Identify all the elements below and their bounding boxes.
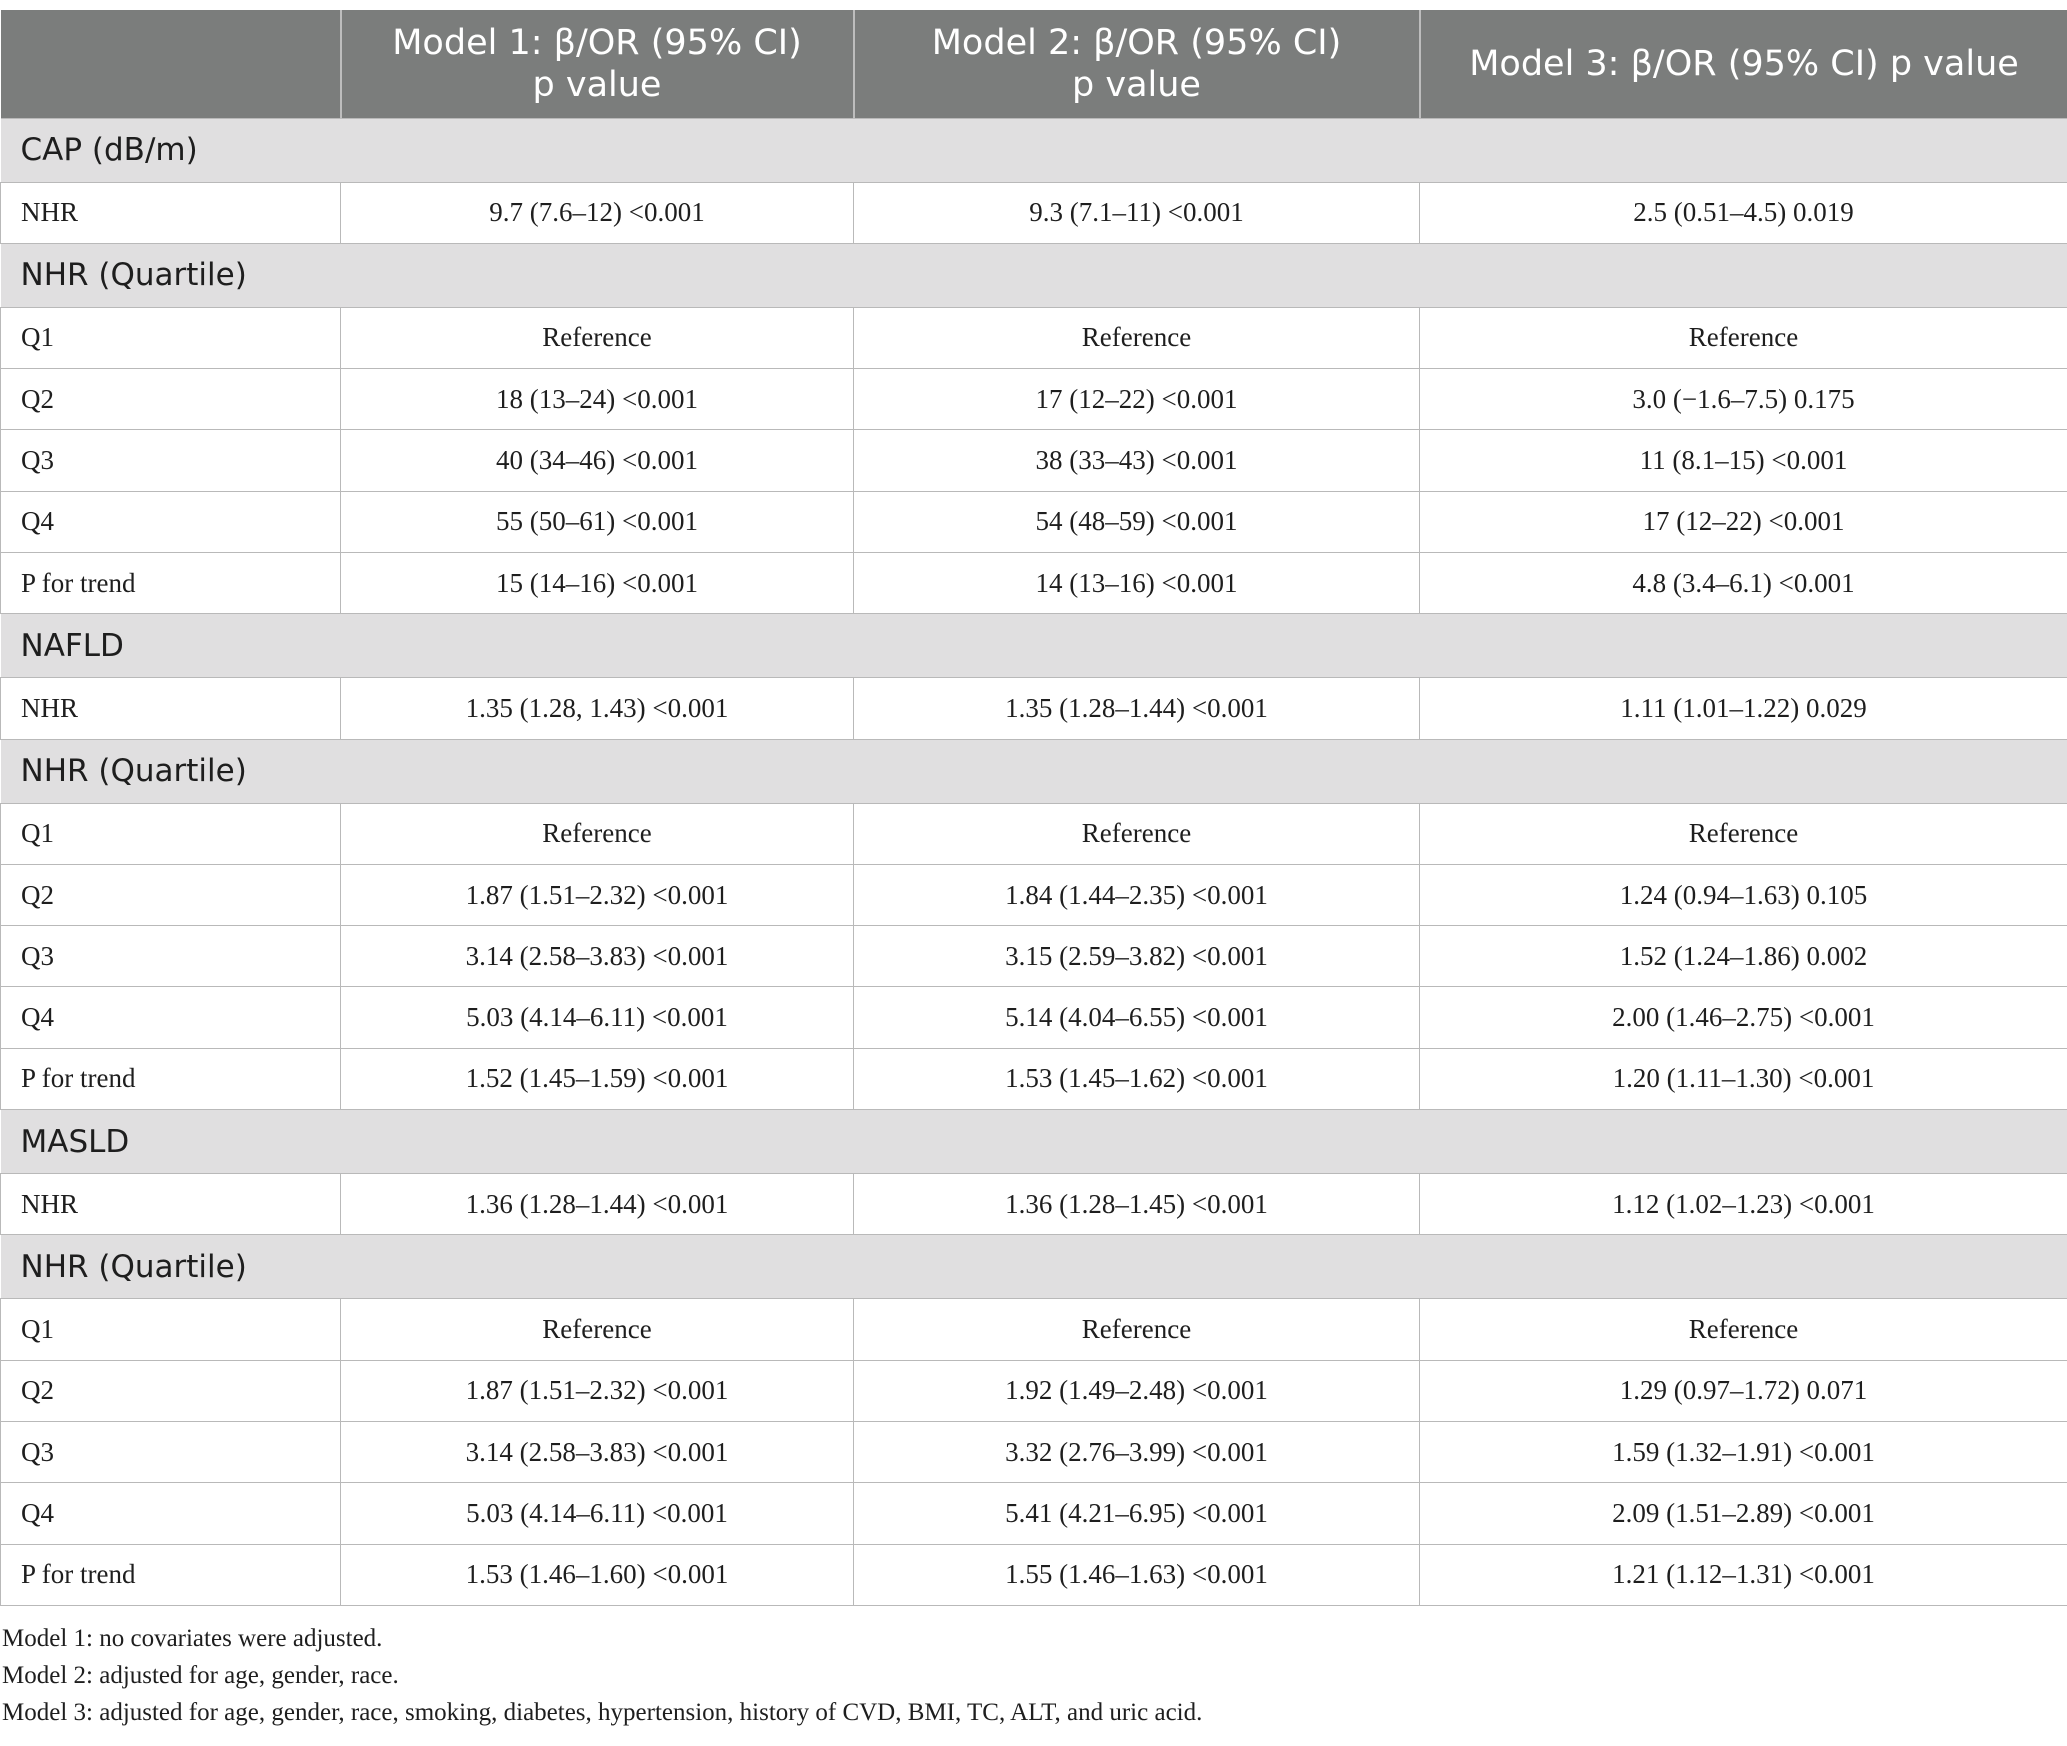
model-2-cell: Reference — [854, 307, 1420, 368]
model-2-cell: 1.84 (1.44–2.35) <0.001 — [854, 864, 1420, 925]
row-label-cell: Q4 — [1, 987, 341, 1048]
table-row — [1, 1421, 2067, 1482]
model-2-cell: 1.53 (1.45–1.62) <0.001 — [854, 1048, 1420, 1109]
table-row — [1, 1360, 2067, 1421]
header-cell-model-1 — [341, 10, 854, 118]
header-cell-model-3 — [1420, 10, 2067, 118]
regression-table — [0, 10, 2067, 1606]
row-label-cell: P for trend — [1, 1048, 341, 1109]
model-1-cell: 1.87 (1.51–2.32) <0.001 — [341, 1360, 854, 1421]
table-row — [1, 1299, 2067, 1360]
model-1-cell: 3.14 (2.58–3.83) <0.001 — [341, 926, 854, 987]
model-2-cell: 3.15 (2.59–3.82) <0.001 — [854, 926, 1420, 987]
model-1-cell: 1.53 (1.46–1.60) <0.001 — [341, 1544, 854, 1605]
header-row — [1, 10, 2067, 118]
table-row — [1, 926, 2067, 987]
model-2-cell: 1.36 (1.28–1.45) <0.001 — [854, 1174, 1420, 1235]
header-model-3-line1: Model 3: β/OR (95% CI) p value — [1469, 43, 2019, 84]
row-label-cell: Q4 — [1, 1483, 341, 1544]
model-1-cell: 5.03 (4.14–6.11) <0.001 — [341, 1483, 854, 1544]
section-title: NHR (Quartile) — [1, 243, 2067, 307]
model-2-cell: 17 (12–22) <0.001 — [854, 369, 1420, 430]
model-3-cell: 11 (8.1–15) <0.001 — [1420, 430, 2067, 491]
model-1-cell: 9.7 (7.6–12) <0.001 — [341, 182, 854, 243]
row-label-cell: P for trend — [1, 552, 341, 613]
model-1-cell: 1.87 (1.51–2.32) <0.001 — [341, 864, 854, 925]
table-row — [1, 307, 2067, 368]
header-model-2-line2: p value — [1072, 64, 1201, 105]
model-3-cell: 2.09 (1.51–2.89) <0.001 — [1420, 1483, 2067, 1544]
model-2-cell: Reference — [854, 803, 1420, 864]
row-label-cell: Q3 — [1, 926, 341, 987]
model-2-cell: 3.32 (2.76–3.99) <0.001 — [854, 1421, 1420, 1482]
model-1-cell: 1.35 (1.28, 1.43) <0.001 — [341, 678, 854, 739]
row-label-cell: Q1 — [1, 1299, 341, 1360]
model-3-cell: Reference — [1420, 803, 2067, 864]
table-row — [1, 987, 2067, 1048]
model-3-cell: 1.11 (1.01–1.22) 0.029 — [1420, 678, 2067, 739]
model-2-cell: 5.41 (4.21–6.95) <0.001 — [854, 1483, 1420, 1544]
model-3-cell: 17 (12–22) <0.001 — [1420, 491, 2067, 552]
model-3-cell: 2.5 (0.51–4.5) 0.019 — [1420, 182, 2067, 243]
model-3-cell: 1.59 (1.32–1.91) <0.001 — [1420, 1421, 2067, 1482]
model-2-cell: 1.55 (1.46–1.63) <0.001 — [854, 1544, 1420, 1605]
model-3-cell: 3.0 (−1.6–7.5) 0.175 — [1420, 369, 2067, 430]
table-row — [1, 1483, 2067, 1544]
row-label-cell: Q2 — [1, 864, 341, 925]
section-title: NHR (Quartile) — [1, 1235, 2067, 1299]
section-title: CAP (dB/m) — [1, 118, 2067, 182]
row-label-cell: NHR — [1, 1174, 341, 1235]
model-1-cell: Reference — [341, 803, 854, 864]
model-3-cell: 1.24 (0.94–1.63) 0.105 — [1420, 864, 2067, 925]
table-row — [1, 552, 2067, 613]
header-model-1-line2: p value — [532, 64, 662, 105]
row-label-cell: NHR — [1, 182, 341, 243]
section-row — [1, 118, 2067, 182]
model-3-cell: 1.21 (1.12–1.31) <0.001 — [1420, 1544, 2067, 1605]
model-3-cell: 1.20 (1.11–1.30) <0.001 — [1420, 1048, 2067, 1109]
model-1-cell: Reference — [341, 307, 854, 368]
model-2-cell: 1.92 (1.49–2.48) <0.001 — [854, 1360, 1420, 1421]
row-label-cell: P for trend — [1, 1544, 341, 1605]
section-row — [1, 614, 2067, 678]
model-2-cell: 9.3 (7.1–11) <0.001 — [854, 182, 1420, 243]
row-label-cell: Q2 — [1, 1360, 341, 1421]
model-3-cell: 1.12 (1.02–1.23) <0.001 — [1420, 1174, 2067, 1235]
model-3-cell: 1.52 (1.24–1.86) 0.002 — [1420, 926, 2067, 987]
table-row — [1, 1174, 2067, 1235]
model-1-cell: 18 (13–24) <0.001 — [341, 369, 854, 430]
model-1-cell: 15 (14–16) <0.001 — [341, 552, 854, 613]
model-1-cell: 55 (50–61) <0.001 — [341, 491, 854, 552]
row-label-cell: Q1 — [1, 307, 341, 368]
model-2-cell: 38 (33–43) <0.001 — [854, 430, 1420, 491]
section-row — [1, 243, 2067, 307]
model-1-cell: 5.03 (4.14–6.11) <0.001 — [341, 987, 854, 1048]
header-cell-label — [1, 10, 341, 118]
table-row — [1, 803, 2067, 864]
section-row — [1, 1235, 2067, 1299]
header-cell-model-2 — [854, 10, 1420, 118]
row-label-cell: Q2 — [1, 369, 341, 430]
model-1-cell: 40 (34–46) <0.001 — [341, 430, 854, 491]
table-row — [1, 369, 2067, 430]
model-3-cell: 4.8 (3.4–6.1) <0.001 — [1420, 552, 2067, 613]
model-3-cell: Reference — [1420, 307, 2067, 368]
table-row — [1, 491, 2067, 552]
table-row — [1, 864, 2067, 925]
header-model-1-line1: Model 1: β/OR (95% CI) — [392, 22, 802, 63]
row-label-cell: Q3 — [1, 430, 341, 491]
model-2-cell: 54 (48–59) <0.001 — [854, 491, 1420, 552]
footnote-model-2: Model 2: adjusted for age, gender, race. — [2, 1661, 399, 1689]
section-title: NAFLD — [1, 614, 2067, 678]
model-3-cell: 1.29 (0.97–1.72) 0.071 — [1420, 1360, 2067, 1421]
row-label-cell: Q3 — [1, 1421, 341, 1482]
model-1-cell: Reference — [341, 1299, 854, 1360]
model-1-cell: 3.14 (2.58–3.83) <0.001 — [341, 1421, 854, 1482]
model-1-cell: 1.52 (1.45–1.59) <0.001 — [341, 1048, 854, 1109]
table-row — [1, 182, 2067, 243]
footnote-model-1: Model 1: no covariates were adjusted. — [2, 1624, 383, 1652]
section-row — [1, 739, 2067, 803]
table-row — [1, 678, 2067, 739]
model-3-cell: Reference — [1420, 1299, 2067, 1360]
row-label-cell: NHR — [1, 678, 341, 739]
model-2-cell: 1.35 (1.28–1.44) <0.001 — [854, 678, 1420, 739]
row-label-cell: Q1 — [1, 803, 341, 864]
model-1-cell: 1.36 (1.28–1.44) <0.001 — [341, 1174, 854, 1235]
footnote-model-3: Model 3: adjusted for age, gender, race, smoking, diabetes, hypertension, history of CVD, BMI, TC, ALT, and uric acid. — [2, 1698, 1203, 1726]
model-2-cell: Reference — [854, 1299, 1420, 1360]
table-row — [1, 1048, 2067, 1109]
section-row — [1, 1110, 2067, 1174]
section-title: NHR (Quartile) — [1, 739, 2067, 803]
table-body — [1, 118, 2067, 1605]
row-label-cell: Q4 — [1, 491, 341, 552]
table-footnotes — [0, 1620, 2067, 1731]
table-row — [1, 1544, 2067, 1605]
section-title: MASLD — [1, 1110, 2067, 1174]
model-3-cell: 2.00 (1.46–2.75) <0.001 — [1420, 987, 2067, 1048]
model-2-cell: 14 (13–16) <0.001 — [854, 552, 1420, 613]
results-document — [0, 10, 2067, 1731]
table-row — [1, 430, 2067, 491]
header-model-2-line1: Model 2: β/OR (95% CI) — [931, 22, 1342, 63]
model-2-cell: 5.14 (4.04–6.55) <0.001 — [854, 987, 1420, 1048]
